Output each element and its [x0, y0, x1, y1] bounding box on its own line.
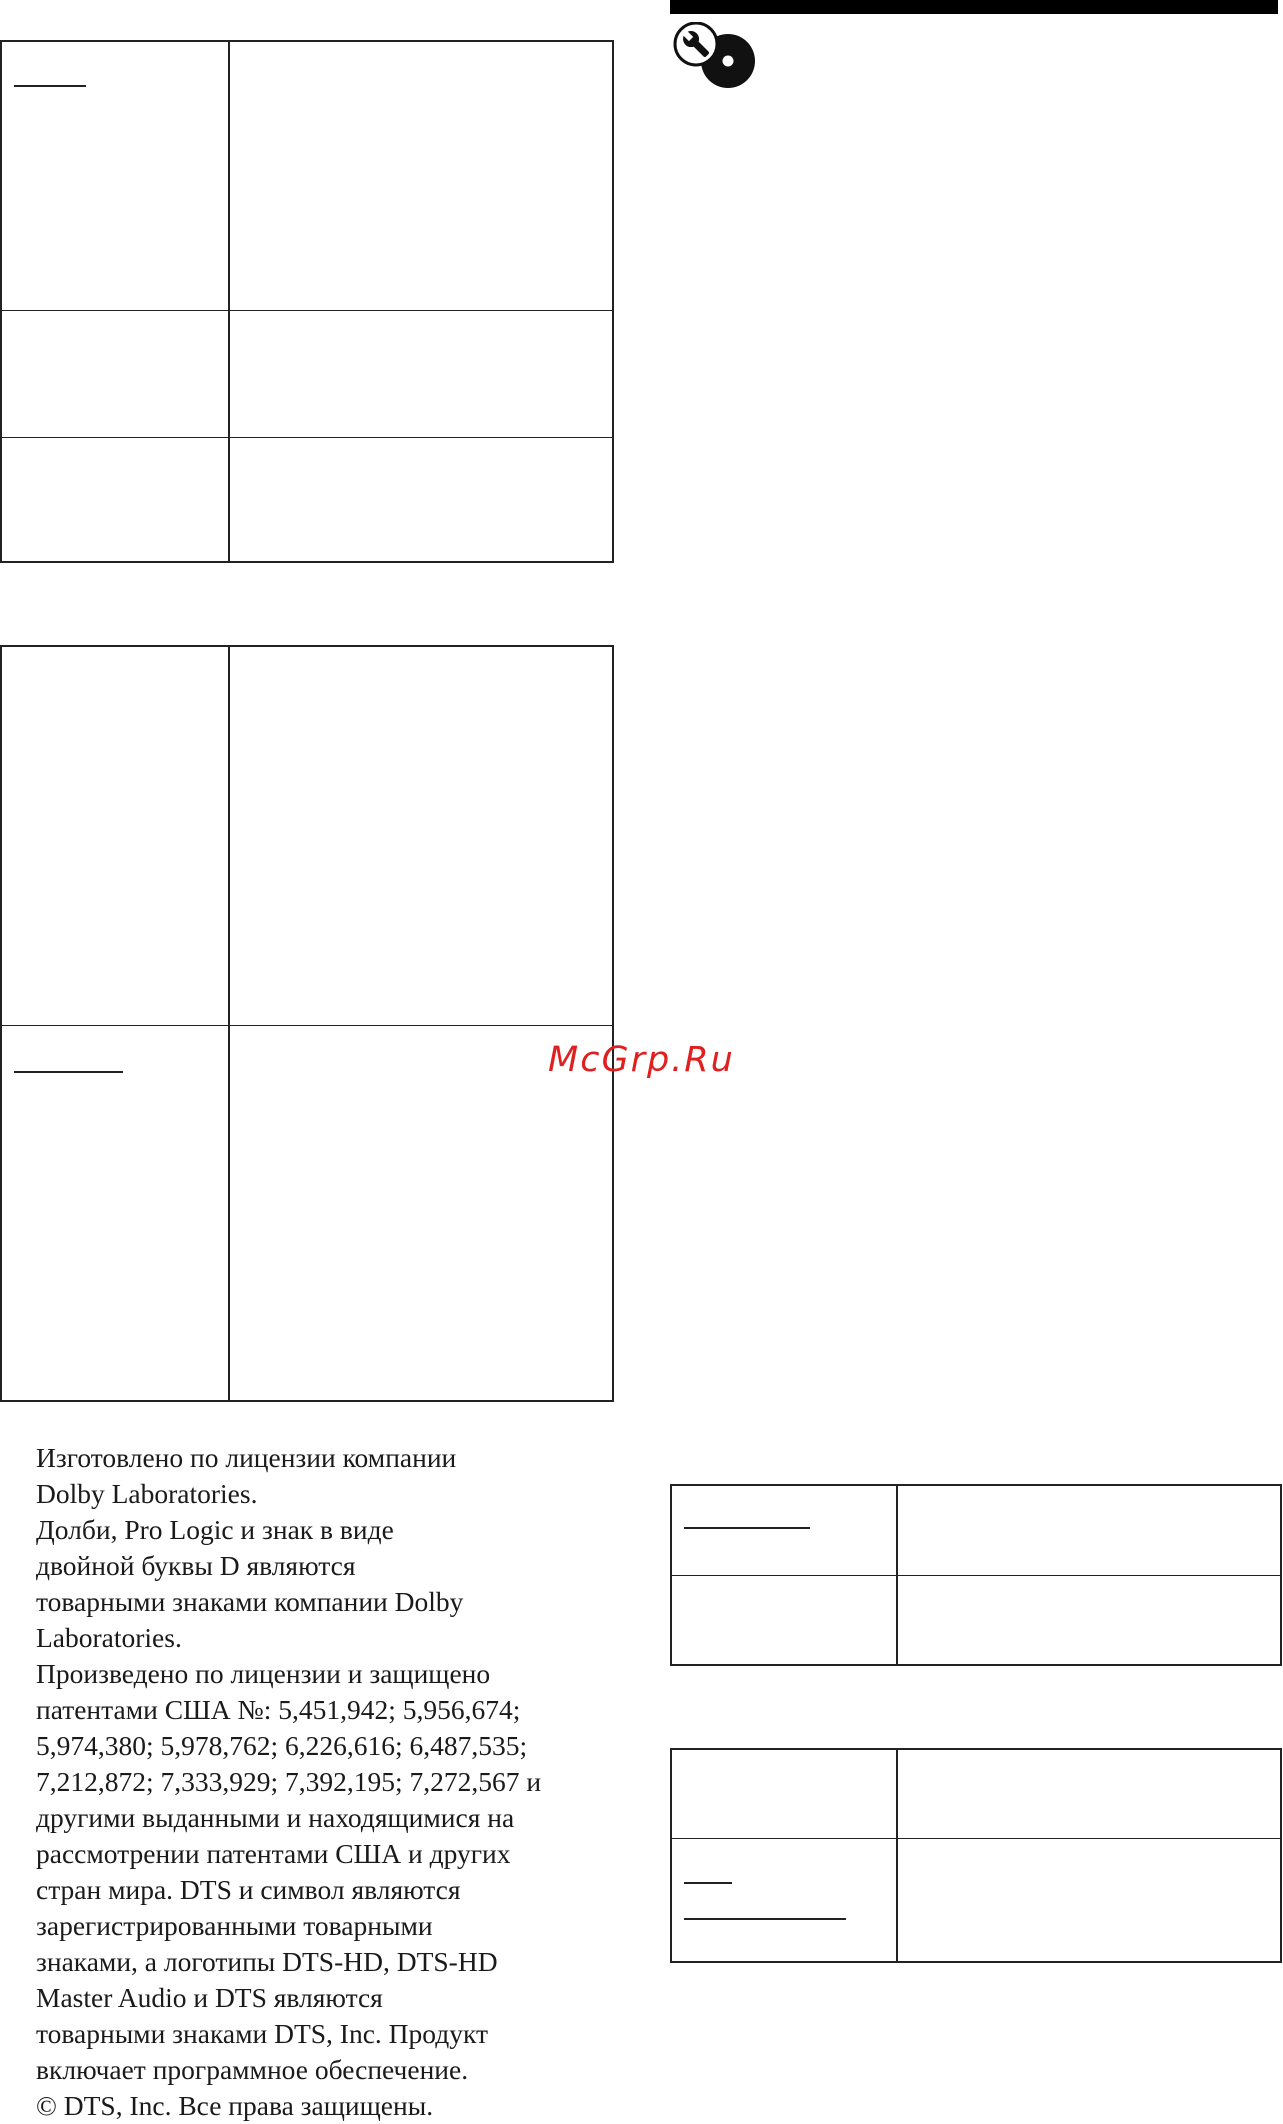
text-line: другими выданными и находящимися на [36, 1802, 515, 1833]
text-line: двойной буквы D являются [36, 1550, 356, 1581]
row-divider [672, 1838, 1280, 1839]
dolby-license-notice [36, 1440, 636, 1656]
text-line: Изготовлено по лицензии компании [36, 1442, 457, 1473]
row-divider [2, 437, 612, 438]
column-divider [228, 647, 230, 1400]
wrench-disc-icon [672, 22, 764, 92]
dts-license-notice [36, 1656, 636, 2124]
text-line: Master Audio и DTS являются [36, 1982, 383, 2013]
text-line: знаками, а логотипы DTS-HD, DTS-HD [36, 1946, 498, 1977]
text-line: Laboratories. [36, 1622, 182, 1653]
section-header-bar [670, 0, 1278, 14]
settings-table-1 [0, 40, 614, 563]
watermark: McGrp.Ru [548, 1040, 735, 1080]
heading-underline [684, 1882, 732, 1884]
text-line: товарными знаками компании Dolby [36, 1586, 464, 1617]
heading-underline [684, 1918, 846, 1920]
row-divider [672, 1575, 1280, 1576]
settings-table-2 [0, 645, 614, 1402]
text-line: Произведено по лицензии и защищено [36, 1658, 491, 1689]
text-line: 5,974,380; 5,978,762; 6,226,616; 6,487,535; [36, 1730, 528, 1761]
text-line: © DTS, Inc. Все права защищены. [36, 2090, 434, 2121]
text-line: стран мира. DTS и символ являются [36, 1874, 461, 1905]
text-line: Долби, Pro Logic и знак в виде [36, 1514, 394, 1545]
text-line: Dolby Laboratories. [36, 1478, 258, 1509]
row-divider [2, 1025, 612, 1026]
heading-underline [684, 1527, 810, 1529]
heading-underline [14, 85, 86, 87]
text-line: включает программное обеспечение. [36, 2054, 469, 2085]
settings-table-4 [670, 1748, 1282, 1963]
text-line: зарегистрированными товарными [36, 1910, 433, 1941]
settings-table-3 [670, 1484, 1282, 1666]
text-line: 7,212,872; 7,333,929; 7,392,195; 7,272,567 и [36, 1766, 542, 1797]
row-divider [2, 310, 612, 311]
text-line: патентами США №: 5,451,942; 5,956,674; [36, 1694, 521, 1725]
heading-underline [14, 1071, 123, 1073]
column-divider [228, 42, 230, 561]
column-divider [896, 1750, 898, 1961]
text-line: рассмотрении патентами США и других [36, 1838, 511, 1869]
text-line: товарными знаками DTS, Inc. Продукт [36, 2018, 488, 2049]
